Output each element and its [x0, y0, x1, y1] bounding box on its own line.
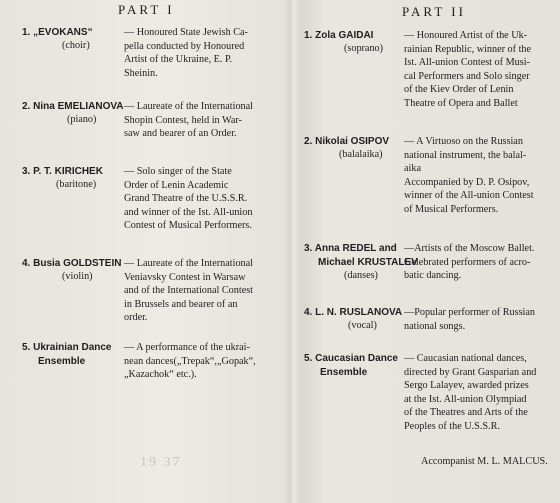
performer-description: — Honoured Artist of the Uk- rainian Republic, winner of the Ist. All-union Contest of Musi- cal Performers and Solo singer of the Kiev Order of Lenin Theatre of Opera and Ballet	[404, 30, 532, 109]
performer-name: 5. Caucasian Dance	[304, 353, 398, 364]
performer-name: 5. Ukrainian Dance	[22, 342, 112, 353]
performer-role: (piano)	[67, 114, 97, 125]
faint-printed-mark: 19 37	[140, 455, 182, 470]
performer-role: (choir)	[62, 40, 90, 51]
performer-role: (baritone)	[56, 179, 97, 190]
performer-name: 3. Anna REDEL and	[304, 243, 397, 254]
performer-name: 1. „EVOKANS“	[22, 27, 93, 38]
performer-name: 2. Nina EMELIANOVA	[22, 101, 124, 112]
performer-description: — Laureate of the International Shopin Contest, held in War- saw and bearer of an Order.	[124, 101, 253, 140]
performer-description: — A performance of the ukrai- nean dances(„Trepak“,„Gopak“, „Kazachok“ etc.).	[124, 342, 256, 381]
performer-name-cont: Michael KRUSTALEV	[318, 256, 418, 268]
performer-name-cont: Ensemble	[320, 366, 368, 378]
performer-name-cont: Ensemble	[38, 355, 86, 367]
performer-name: 4. L. N. RUSLANOVA	[304, 307, 403, 318]
performer-role: (danses)	[344, 270, 378, 281]
part-2-title: PART II	[402, 4, 466, 19]
performer-description: — Caucasian national dances, directed by Grant Gasparian and Sergo Lalayev, awarded prizes at the Ist. All-union Olympiad of the Theatres and Arts of the Peoples of the U.S.S.R.	[404, 353, 537, 432]
performer-description: — Solo singer of the State Order of Lenin Academic Grand Theatre of the U.S.S.R. and winner of the Ist. All-union Contest of Musical Performers.	[124, 166, 253, 232]
paper-fold	[285, 0, 299, 503]
performer-name: 4. Busia GOLDSTEIN	[22, 258, 122, 269]
performer-role: (vocal)	[348, 320, 377, 331]
performer-description: —Artists of the Moscow Ballet. Gelebrated performers of acro- batic dancing.	[404, 243, 535, 282]
performer-description: — A Virtuoso on the Russian national instrument, the balal- aika Accompanied by D. P. Osipov, winner of the All-union Contest of Musical Performers.	[404, 136, 534, 215]
performer-name: 1. Zola GAIDAI	[304, 30, 374, 41]
performer-name: 3. P. T. KIRICHEK	[22, 166, 103, 177]
performer-role: (violin)	[62, 271, 93, 282]
performer-description: — Laureate of the International Veniavsky Contest in Warsaw and of the International Contest in Brussels and bearer of an order.	[124, 258, 254, 324]
performer-description: — Honoured State Jewish Ca- pella conducted by Honoured Artist of the Ukraine, E. P. Sheinin.	[124, 27, 248, 79]
accompanist-line: Accompanist M. L. MALCUS.	[421, 456, 548, 467]
part-1-title: PART I	[118, 2, 175, 17]
performer-role: (balalaika)	[339, 149, 383, 160]
performer-name: 2. Nikolai OSIPOV	[304, 136, 390, 147]
performer-description: —Popular performer of Russian national songs.	[404, 307, 535, 332]
performer-role: (soprano)	[344, 43, 384, 54]
